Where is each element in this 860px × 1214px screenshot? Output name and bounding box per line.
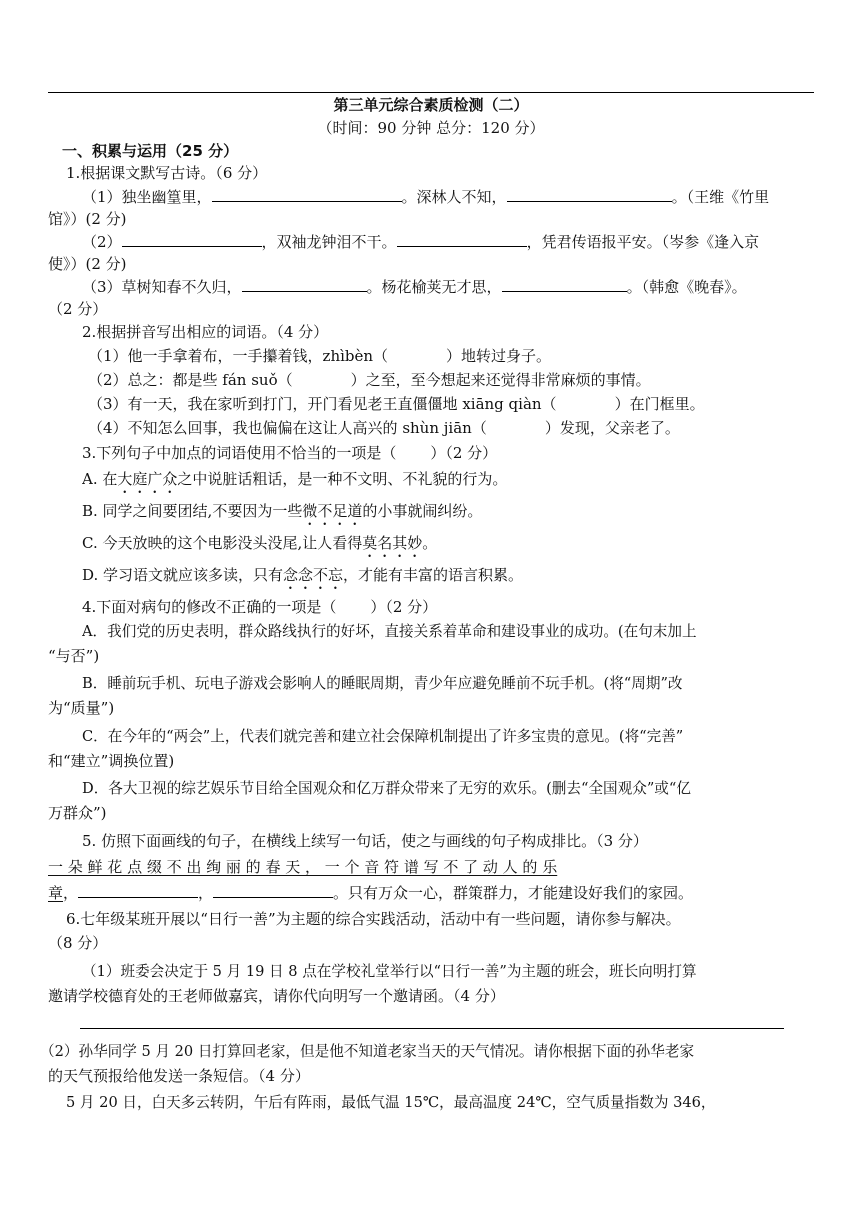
exam-page [40, 0, 814, 1214]
option-text: 的小事就闹纠纷。 [362, 502, 483, 520]
q2-text: ）发现，父亲老了。 [544, 419, 680, 437]
q4-option-a: A．我们党的历史表明，群众路线执行的好坏，直接关系着革命和建设事业的成功。(在句末加上 [82, 623, 697, 640]
option-text: C. 今天放映的这个电影没头没尾,让人看得 [82, 534, 363, 552]
q2-item4 [88, 417, 854, 439]
option-text: A. 在 [82, 470, 118, 488]
q1-line2 [82, 231, 848, 253]
answer-blank[interactable] [507, 186, 672, 202]
dotted-word: 念念不忘 [283, 566, 344, 584]
q2-text: ）地转过身子。 [446, 347, 552, 365]
option-text: ，才能有丰富的语言积累。 [343, 566, 524, 584]
dotted-word: 莫名其妙 [362, 534, 423, 552]
q3-text: 3.下列句子中加点的词语使用不恰当的一项是（ [82, 444, 397, 462]
weather-forecast: 5 月 20 日，白天多云转阴，午后有阵雨，最低气温 15℃，最高温度 24℃，空气质量指数为 346， [66, 1094, 716, 1111]
q2-text: （4）不知怎么回事，我也偏偏在这让人高兴的 shùn jiān（ [88, 419, 487, 437]
q6-stem-cont: （8 分） [48, 934, 108, 952]
q3-option-b [82, 500, 848, 526]
q4-stem [82, 596, 848, 618]
q6-stem: 6.七年级某班开展以“日行一善”为主题的综合实践活动，活动中有一些问题，请你参与解决。 [66, 910, 681, 928]
exam-title: 第三单元综合素质检测（二） [333, 96, 529, 114]
q4-option-b: B．睡前玩手机、玩电子游戏会影响人的睡眠周期，青少年应避免睡前不玩手机。(将“周期”改 [82, 675, 683, 692]
q4-text: 4.下面对病句的修改不正确的一项是（ [82, 598, 337, 616]
answer-blank[interactable] [78, 882, 198, 898]
q2-text: （2）总之：都是些 fán suǒ（ [88, 371, 293, 389]
q1-text: ，双袖龙钟泪不干。 [261, 233, 397, 251]
q1-text: 。杨花榆荚无才思， [366, 278, 502, 296]
q1-line1-cont: 馆》）(2 分) [48, 210, 127, 228]
q6-sub1-cont: 邀请学校德育处的王老师做嘉宾，请你代向明写一个邀请函。（4 分） [48, 987, 505, 1005]
answer-blank[interactable] [213, 882, 333, 898]
q4-option-d: D．各大卫视的综艺娱乐节目给全国观众和亿万群众带来了无穷的欢乐。(删去“全国观众”或“亿 [82, 780, 691, 797]
q1-line3-cont: （2 分） [48, 300, 108, 318]
q1-text: （2） [82, 233, 122, 251]
q3-text: ）（2 分） [430, 444, 498, 462]
q1-text: （1）独坐幽篁里， [82, 188, 212, 206]
q1-text: ，凭君传语报平安。（岑参《逢入京 [526, 233, 760, 251]
q2-item2 [88, 369, 854, 391]
q1-line2-cont: 使》）(2 分) [48, 255, 127, 273]
answer-blank[interactable] [242, 276, 367, 292]
q2-item3 [88, 393, 854, 415]
q6-sub2-cont: 的天气预报给他发送一条短信。（4 分） [48, 1067, 310, 1085]
q4-option-c: C．在今年的“两会”上，代表们就完善和建立社会保障机制提出了许多宝贵的意见。(将“完善” [82, 728, 684, 745]
q4-text: ）（2 分） [370, 598, 438, 616]
dotted-word: 大庭广众 [117, 470, 178, 488]
q4-option-a-cont: “与否”) [48, 647, 100, 665]
q5-text: ， [63, 884, 79, 902]
q3-option-c [82, 532, 848, 558]
exam-subtitle: （时间：90 分钟 总分：120 分） [317, 119, 545, 137]
q4-option-b-cont: 为“质量”) [48, 699, 115, 717]
q5-model-end: 章 [48, 884, 64, 902]
q1-text: 。（韩愈《晚春》。 [626, 278, 747, 296]
option-text: D. 学习语文就应该多读，只有 [82, 566, 284, 584]
q1-stem: 1.根据课文默写古诗。（6 分） [66, 164, 268, 182]
option-text: 之中说脏话粗话，是一种不文明、不礼貌的行为。 [177, 470, 508, 488]
header-rule [48, 92, 814, 93]
q1-line3 [82, 276, 848, 298]
section-heading: 一、积累与运用（25 分） [62, 142, 239, 160]
option-text: B. 同学之间要团结,不要因为一些 [82, 502, 303, 520]
answer-writing-line[interactable] [80, 1028, 784, 1029]
q2-text: （1）他一手拿着布，一手攥着钱，zhìbèn（ [88, 347, 389, 365]
q2-text: ）之至，至今想起来还觉得非常麻烦的事情。 [350, 371, 651, 389]
q2-text: ）在门框里。 [614, 395, 705, 413]
q5-stem: 5. 仿照下面画线的句子，在横线上续写一句话，使之与画线的句子构成排比。（3 分） [82, 832, 648, 850]
answer-blank[interactable] [502, 276, 627, 292]
q4-option-c-cont: 和“建立”调换位置) [48, 752, 175, 770]
answer-blank[interactable] [212, 186, 402, 202]
q3-option-a [82, 468, 848, 494]
q3-stem [82, 442, 848, 464]
q5-model-sentence: 一 朵 鲜 花 点 缀 不 出 绚 丽 的 春 天 ， 一 个 音 符 谱 写 不 了 动 人 的 乐 [48, 858, 558, 876]
q1-text: （3）草树知春不久归， [82, 278, 242, 296]
q6-sub1: （1）班委会决定于 5 月 19 日 8 点在学校礼堂举行以“日行一善”为主题的班会，班长向明打算 [82, 963, 697, 980]
q2-text: （3）有一天，我在家听到打门，开门看见老王直僵僵地 xiāng qiàn（ [88, 395, 557, 413]
q6-sub2: （2）孙华同学 5 月 20 日打算回老家，但是他不知道老家当天的天气情况。请你根据下面的孙华老家 [40, 1043, 695, 1060]
q4-option-d-cont: 万群众”) [48, 804, 107, 822]
q2-stem: 2.根据拼音写出相应的词语。（4 分） [82, 323, 329, 341]
q5-text: ， [198, 884, 214, 902]
q3-option-d [82, 564, 848, 590]
q5-text: 。只有万众一心，群策群力，才能建设好我们的家园。 [333, 884, 694, 902]
q5-answer-line [48, 882, 814, 904]
option-text: 。 [422, 534, 438, 552]
answer-blank[interactable] [122, 231, 262, 247]
q1-text: 。（王维《竹里 [671, 188, 770, 206]
dotted-word: 微不足道 [302, 502, 363, 520]
q2-item1 [88, 345, 854, 367]
q1-text: 。深林人不知， [401, 188, 507, 206]
q1-line1 [82, 186, 848, 208]
answer-blank[interactable] [397, 231, 527, 247]
